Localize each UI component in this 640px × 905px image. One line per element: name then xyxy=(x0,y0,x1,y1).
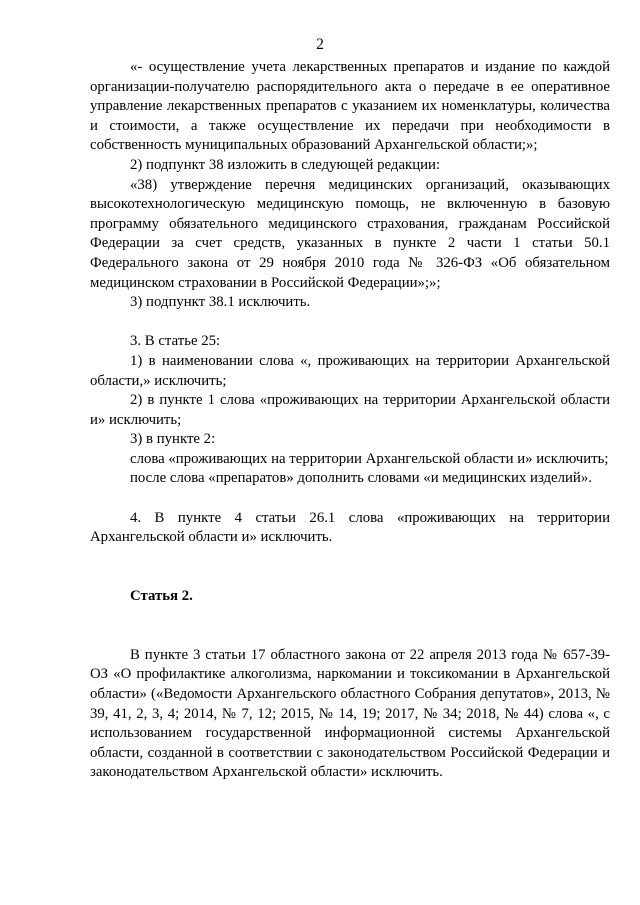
paragraph-item-2: 2) подпункт 38 изложить в следующей редакции: xyxy=(130,156,441,173)
paragraph-section-3-item-3: 3) в пункте 2: xyxy=(130,431,216,448)
article-2-heading: Статья 2. xyxy=(130,588,193,605)
paragraph-section-3-item-1: 1) в наименовании слова «, проживающих на территории Архангельской области,» исключить; xyxy=(90,352,610,389)
paragraph-item-3: 3) подпункт 38.1 исключить. xyxy=(130,294,311,311)
paragraph-section-3-item-3-add: после слова «препаратов» дополнить словами «и медицинских изделий». xyxy=(130,470,592,487)
paragraph-item-1-text: «- осуществление учета лекарственных препаратов и издание по каждой организации-получателю распорядительного акта о передаче в ее оперативное управление лекарственных препаратов с указанием их номенклатуры, количества и стоимости, а также осуществление их передачи при необходимости в собственность муниципальных образований Архангельской области;»; xyxy=(90,59,610,154)
page-number: 2 xyxy=(316,36,324,53)
paragraph-spacer xyxy=(90,607,610,627)
paragraph-section-4: 4. В пункте 4 статьи 26.1 слова «проживающих на территории Архангельской области и» исключить. xyxy=(90,509,610,546)
document-body xyxy=(90,58,610,783)
paragraph-section-3-item-3-words: слова «проживающих на территории Архангельской области и» исключить; xyxy=(130,450,609,467)
paragraph-spacer xyxy=(90,548,610,568)
paragraph-article-2-text: В пункте 3 статьи 17 областного закона от 22 апреля 2013 года № 657-39-ОЗ «О профилактике алкоголизма, наркомании и токсикомании в Архангельской области» («Ведомости Архангельского областного Собрания депутатов», 2013, № 39, 41, 2, 3, 4; 2014, № 7, 12; 2015, № 14, 19; 2017, № 34; 2018, № 44) слова «, с использованием государственной информационной системы Архангельской области, созданной в соответствии с законодательством Российской Федерации и законодательством Архангельской области» исключить. xyxy=(90,646,610,781)
paragraph-item-38-text: «38) утверждение перечня медицинских организаций, оказывающих высокотехнологическую медицинскую помощь, не включенную в базовую программу обязательного медицинского страхования, гражданам Российской Федерации за счет средств, указанных в пункте 2 части 1 статьи 50.1 Федерального закона от 29 ноября 2010 года № 326-ФЗ «Об обязательном медицинском страховании в Российской Федерации»;»; xyxy=(90,176,610,291)
paragraph-spacer xyxy=(90,489,610,509)
paragraph-section-3: 3. В статье 25: xyxy=(130,333,221,350)
paragraph-spacer xyxy=(90,626,610,646)
paragraph-spacer xyxy=(90,313,610,333)
paragraph-spacer xyxy=(90,567,610,587)
paragraph-section-3-item-2: 2) в пункте 1 слова «проживающих на территории Архангельской области и» исключить; xyxy=(90,392,610,428)
